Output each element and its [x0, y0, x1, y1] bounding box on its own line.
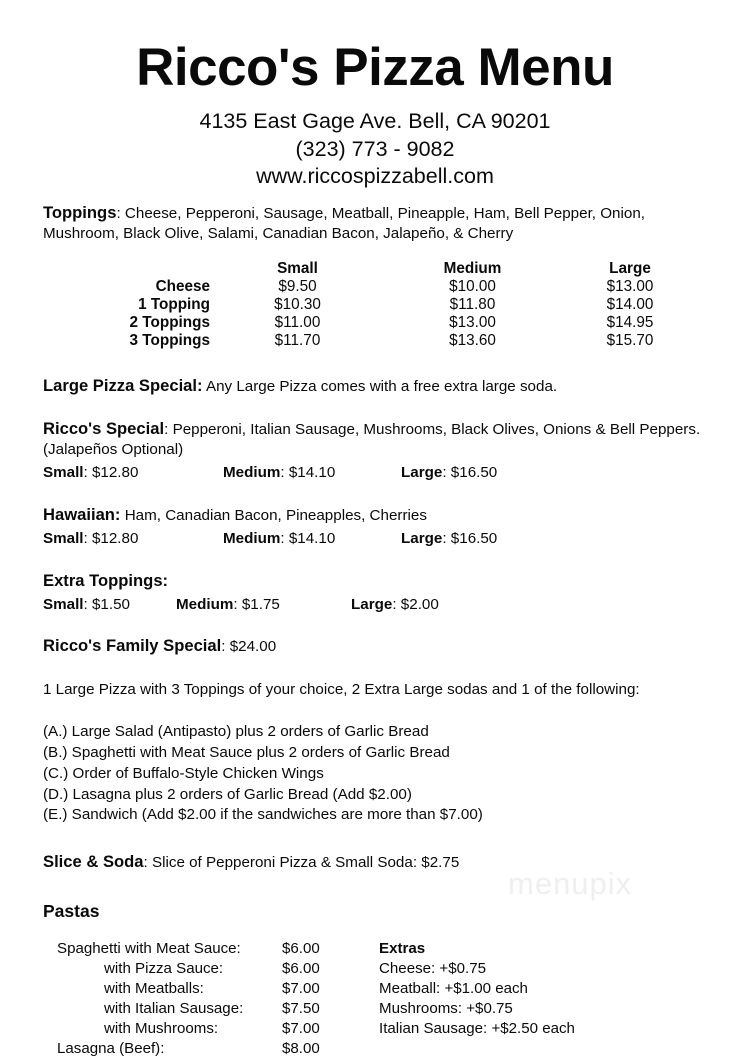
riccos-special-note: (Jalapeños Optional): [43, 441, 184, 459]
row-label-1-topping: 1 Topping: [138, 296, 210, 314]
price-2-toppings-medium: $13.00: [449, 313, 496, 331]
pasta-price-italian-sausage: $7.50: [282, 1000, 320, 1018]
price-2-toppings-large: $14.95: [606, 313, 654, 331]
large-pizza-special-section: [40, 375, 710, 397]
table-row: [45, 296, 700, 314]
extra-cheese: Cheese: +$0.75: [379, 959, 486, 977]
riccos-special-label: Ricco's Special: [43, 418, 165, 438]
table-row: [45, 332, 700, 350]
extra-toppings-large: Large: $2.00: [351, 595, 439, 613]
pasta-name-meatballs: with Meatballs:: [104, 979, 204, 997]
pasta-name-pizza-sauce: with Pizza Sauce:: [104, 959, 224, 977]
hawaiian-section: [40, 504, 710, 549]
family-special-options: [40, 722, 710, 826]
extra-meatball: Meatball: +$1.00 each: [379, 979, 528, 997]
extras-empty-cell: [379, 1039, 575, 1059]
hawaiian-headline: [43, 504, 710, 526]
table-row: [57, 939, 575, 959]
family-special-headline: [43, 635, 710, 657]
toppings-line-1: Cheese, Pepperoni, Sausage, Meatball, Pineapple, Ham, Bell Pepper, Onion,: [124, 204, 645, 222]
pasta-name-italian-sausage: with Italian Sausage:: [104, 1000, 244, 1018]
hawaiian-large: Large: $16.50: [401, 529, 498, 547]
price-1-topping-medium: $11.80: [449, 296, 496, 314]
pasta-name-mushrooms: with Mushrooms:: [104, 1020, 219, 1038]
table-row: [45, 278, 700, 296]
riccos-special-headline: [43, 418, 710, 440]
pastas-title: Pastas: [43, 900, 100, 921]
list-item: (B.) Spaghetti with Meat Sauce plus 2 orders of Garlic Bread: [43, 743, 450, 761]
extra-mushrooms: Mushrooms: +$0.75: [379, 1000, 513, 1018]
family-special-price: : $24.00: [221, 638, 277, 656]
large-pizza-special-label: Large Pizza Special:: [43, 375, 203, 395]
list-item: (E.) Sandwich (Add $2.00 if the sandwiches are more than $7.00): [43, 806, 483, 824]
toppings-label: Toppings: [43, 202, 117, 222]
riccos-special-section: [40, 418, 710, 483]
family-special-section: [40, 635, 710, 657]
hawaiian-small: Small: $12.80: [43, 529, 139, 547]
slice-and-soda-label: Slice & Soda: [43, 852, 144, 872]
restaurant-address: 4135 East Gage Ave. Bell, CA 90201: [199, 109, 551, 134]
price-cheese-large: $13.00: [606, 278, 654, 296]
menupix-watermark: menupix: [508, 866, 633, 901]
hawaiian-text: Ham, Canadian Bacon, Pineapples, Cherries: [124, 506, 427, 524]
extra-toppings-size-prices: [43, 595, 710, 615]
price-3-toppings-medium: $13.60: [449, 331, 496, 349]
row-label-2-toppings: 2 Toppings: [129, 313, 210, 331]
large-pizza-special-text: Any Large Pizza comes with a free extra large soda.: [205, 377, 558, 395]
row-label-3-toppings: 3 Toppings: [129, 331, 210, 349]
list-item: (A.) Large Salad (Antipasto) plus 2 orders of Garlic Bread: [43, 722, 429, 740]
table-header-row: [45, 260, 700, 278]
price-cheese-medium: $10.00: [449, 278, 496, 296]
table-row: [57, 999, 575, 1019]
toppings-line-2: Mushroom, Black Olive, Salami, Canadian Bacon, Jalapeño, & Cherry: [43, 224, 514, 242]
pasta-name-spaghetti-meat-sauce: Spaghetti with Meat Sauce:: [57, 939, 241, 957]
extra-toppings-small: Small: $1.50: [43, 595, 130, 613]
slice-and-soda-section: [40, 851, 710, 873]
extra-toppings-section: [40, 570, 710, 615]
price-1-topping-small: $10.30: [274, 296, 321, 314]
price-2-toppings-small: $11.00: [274, 313, 321, 331]
price-cheese-small: $9.50: [278, 278, 317, 296]
restaurant-phone: (323) 773 - 9082: [295, 136, 455, 161]
column-header-large: Large: [609, 260, 651, 278]
family-special-label: Ricco's Family Special: [43, 636, 222, 656]
price-1-topping-large: $14.00: [606, 296, 654, 314]
extra-toppings-medium: Medium: $1.75: [176, 595, 280, 613]
riccos-special-size-prices: [43, 463, 710, 483]
pasta-price-lasagna: $8.00: [282, 1040, 320, 1058]
hawaiian-size-prices: [43, 529, 710, 549]
table-row: [57, 1019, 575, 1039]
table-row: [57, 1039, 575, 1059]
pasta-name-lasagna: Lasagna (Beef):: [57, 1040, 165, 1058]
column-header-medium: Medium: [443, 260, 502, 278]
extras-header: Extras: [379, 939, 426, 957]
riccos-special-small: Small: $12.80: [43, 463, 139, 481]
pasta-price-pizza-sauce: $6.00: [282, 959, 320, 977]
price-3-toppings-small: $11.70: [274, 331, 321, 349]
toppings-separator: :: [116, 204, 121, 222]
column-header-small: Small: [277, 260, 318, 278]
row-label-cheese: Cheese: [155, 278, 210, 296]
table-row: [57, 959, 575, 979]
page-title: Ricco's Pizza Menu: [136, 38, 614, 97]
menu-content: [40, 0, 710, 1059]
table-row: [57, 979, 575, 999]
riccos-special-large: Large: $16.50: [401, 463, 498, 481]
restaurant-website: www.riccospizzabell.com: [256, 164, 494, 189]
pastas-table: [57, 939, 575, 1059]
slice-and-soda-text: : Slice of Pepperoni Pizza & Small Soda: $2.75: [143, 854, 460, 872]
pizza-price-table: [45, 260, 700, 349]
price-3-toppings-large: $15.70: [606, 331, 654, 349]
pasta-price-spaghetti-meat-sauce: $6.00: [282, 939, 320, 957]
riccos-special-medium: Medium: $14.10: [223, 463, 336, 481]
family-special-description: 1 Large Pizza with 3 Toppings of your choice, 2 Extra Large sodas and 1 of the following:: [43, 680, 640, 698]
extra-toppings-label: Extra Toppings:: [43, 570, 169, 590]
riccos-special-separator: :: [164, 420, 169, 438]
extra-italian-sausage: Italian Sausage: +$2.50 each: [379, 1020, 575, 1038]
toppings-section: [40, 202, 710, 245]
list-item: (D.) Lasagna plus 2 orders of Garlic Bread (Add $2.00): [43, 785, 412, 803]
pasta-price-mushrooms: $7.00: [282, 1020, 320, 1038]
hawaiian-medium: Medium: $14.10: [223, 529, 336, 547]
riccos-special-text: Pepperoni, Italian Sausage, Mushrooms, Black Olives, Onions & Bell Peppers.: [172, 420, 701, 438]
table-corner-blank: [45, 260, 210, 278]
pasta-price-meatballs: $7.00: [282, 979, 320, 997]
list-item: (C.) Order of Buffalo-Style Chicken Wings: [43, 764, 324, 782]
table-row: [45, 314, 700, 332]
hawaiian-label: Hawaiian:: [43, 504, 121, 524]
